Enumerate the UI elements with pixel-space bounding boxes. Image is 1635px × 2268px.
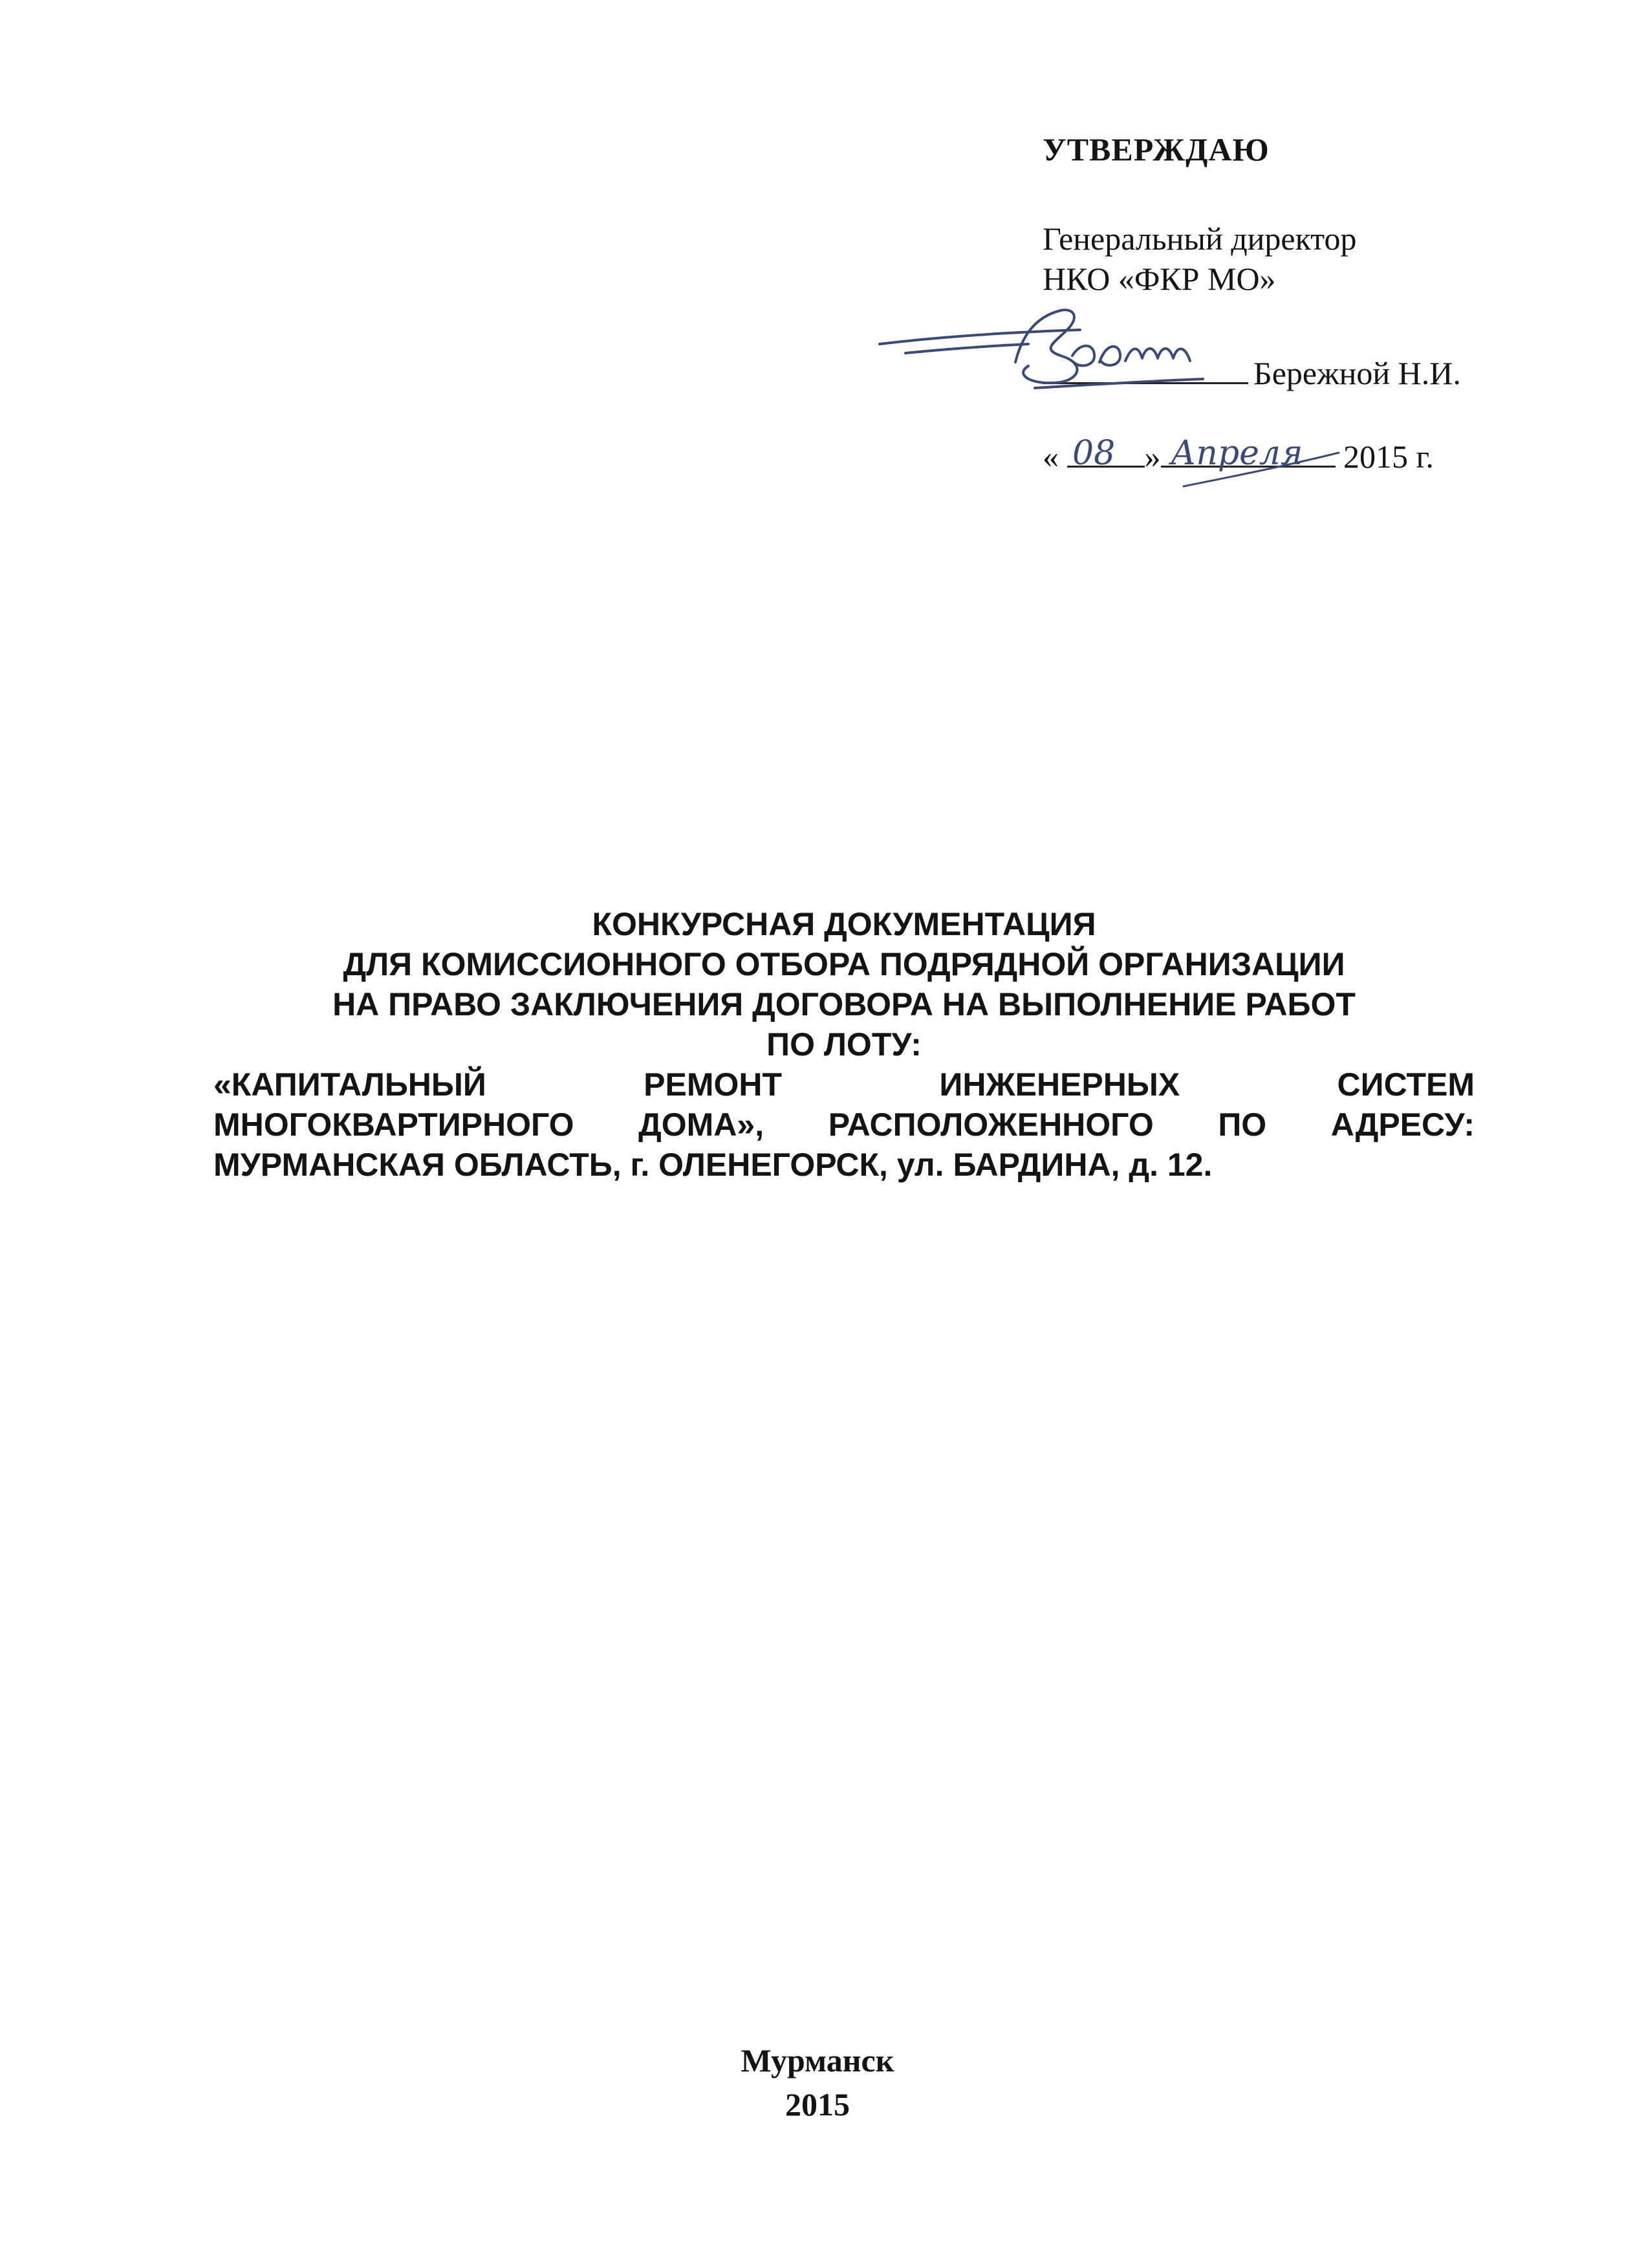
title-line-5: «КАПИТАЛЬНЫЙ РЕМОНТ ИНЖЕНЕРНЫХ СИСТЕМ [213,1066,1475,1103]
position-line-1: Генеральный директор [1043,221,1357,257]
date-month-handwritten: Апреля [1171,434,1303,473]
footer-city: Мурманск [741,2042,894,2079]
signatory-name: Бережной Н.И. [1253,355,1461,391]
position-line-2: НКО «ФКР МО» [1043,261,1276,297]
date-open-quote: « [1043,438,1059,475]
date-year: 2015 г. [1343,438,1434,475]
approval-heading: УТВЕРЖДАЮ [1043,131,1270,167]
title-line-1: КОНКУРСНАЯ ДОКУМЕНТАЦИЯ [592,906,1096,942]
date-close-quote: » [1144,438,1161,475]
date-day-handwritten: 08 [1072,434,1116,473]
document-title [213,904,1475,1185]
handwritten-date [1054,414,1391,491]
title-line-3: НА ПРАВО ЗАКЛЮЧЕНИЯ ДОГОВОРА НА ВЫПОЛНЕНИЕ РАБОТ [332,986,1356,1022]
handwritten-signature [867,291,1281,420]
title-line-4: ПО ЛОТУ: [766,1026,922,1063]
title-line-6: МНОГОКВАРТИРНОГО ДОМА», РАСПОЛОЖЕННОГО ПО АДРЕСУ: [213,1107,1475,1143]
footer-year: 2015 [785,2086,850,2122]
title-line-7: МУРМАНСКАЯ ОБЛАСТЬ, г. ОЛЕНЕГОРСК, ул. БАРДИНА, д. 12. [213,1147,1213,1183]
approval-block [1043,129,1356,299]
title-line-2: ДЛЯ КОМИССИОННОГО ОТБОРА ПОДРЯДНОЙ ОРГАНИЗАЦИИ [343,946,1345,982]
footer [0,2038,1635,2126]
